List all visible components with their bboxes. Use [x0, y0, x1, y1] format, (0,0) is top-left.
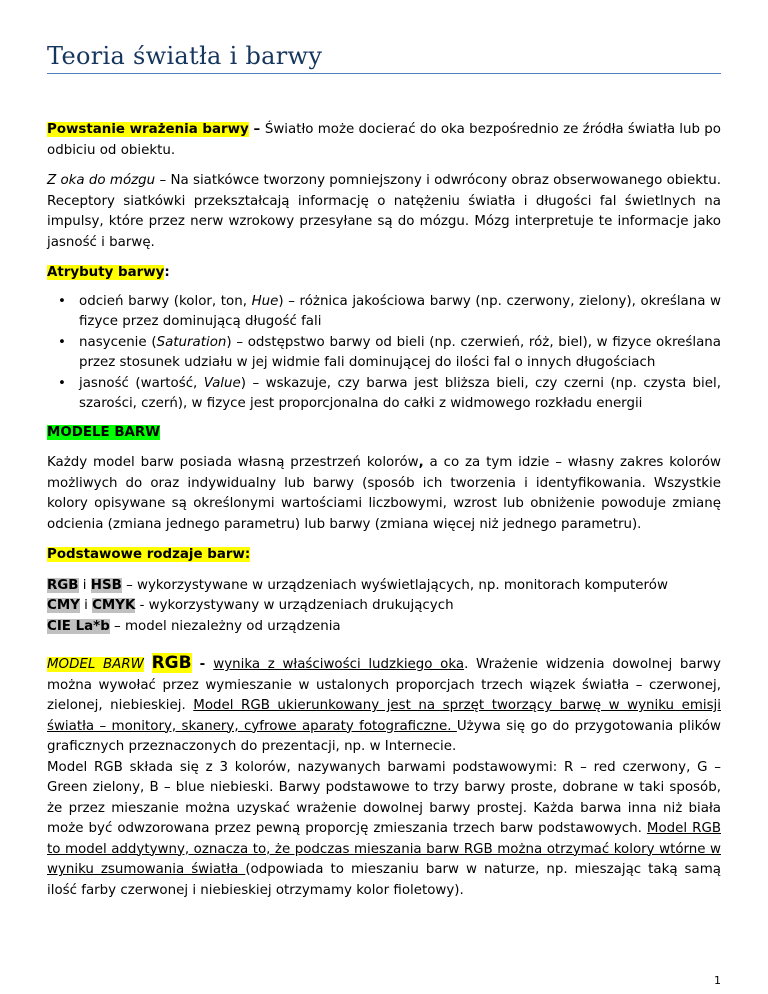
document-body: [47, 120, 721, 901]
term-rgb: RGB: [151, 653, 192, 673]
bullet-icon: •: [58, 375, 66, 391]
list-item: • nasycenie (Saturation) – odstępstwo barwy od bieli (np. czerwień, róż, biel), w fizyce określana przez stosunek udziału w jej widmie fali dominującej do ilości fal o innych długościach: [58, 334, 721, 370]
page-number: 1: [714, 974, 721, 987]
title-underline: [47, 73, 721, 74]
paragraph-color-perception: Powstanie wrażenia barwy – Światło może docierać do oka bezpośrednio ze źródła światła lub po odbiciu od obiektu.: [47, 122, 721, 158]
list-item: RGB i HSB – wykorzystywane w urządzeniach wyświetlających, np. monitorach komputerów: [47, 577, 668, 593]
bullet-icon: •: [58, 334, 66, 350]
list-item: • odcień barwy (kolor, ton, Hue) – różnica jakościowa barwy (np. czerwony, zielony), określana w fizyce przez dominującą długość fali: [58, 293, 722, 329]
list-item: CIE La*b – model niezależny od urządzenia: [47, 618, 341, 634]
attributes-list: [47, 292, 721, 415]
list-item: • jasność (wartość, Value) – wskazuje, czy barwa jest bliższa bieli, czy czerni (np. czysta biel, szarości, czerń), w fizyce jest proporcjonalna do całki z widmowego rozkładu energii: [58, 375, 721, 411]
heading-attributes: Atrybuty barwy:: [47, 265, 170, 280]
list-item: CMY i CMYK - wykorzystywany w urządzeniach drukujących: [47, 598, 454, 613]
term-model-barw: MODEL BARW: [47, 657, 144, 672]
term-eye-to-brain: Z oka do mózgu: [47, 173, 156, 188]
heading-basic-types: Podstawowe rodzaje barw:: [47, 547, 251, 562]
paragraph-color-models: Każdy model barw posiada własną przestrzeń kolorów, a co za tym idzie – własny zakres kolorów możliwych do oraz indywidualny lub barwy (sposób ich tworzenia i identyfikowania. Wszystkie kolory opisywane są określonymi wartościami liczbowymi, wzrost lub obniżenie powoduje zmianę odcienia (zmiana jednego parametru) lub barwy (zmiana więcej niż jednego parametru).: [47, 455, 721, 532]
paragraph-rgb-model: MODEL BARW RGB - wynika z właściwości ludzkiego oka. Wrażenie widzenia dowolnej barwy można wywołać przez wymieszanie w ustalonych proporcjach trzech wiązek światła – czerwonej, zielonej, niebieskiej. Model RGB ukierunkowany jest na sprzęt tworzący barwę w wyniku emisji światła – monitory, skanery, cyfrowe aparaty fotograficzne. Używa się go do przygotowania plików graficznych przeznaczonych do prezentacji, np. w Internecie.: [47, 653, 721, 754]
paragraph-eye-to-brain: Z oka do mózgu – Na siatkówce tworzony pomniejszony i odwrócony obraz obserwowanego obiektu. Receptory siatkówki przekształcają informację o natężeniu światła i długości fal świetlnych na impulsy, które przez nerw wzrokowy przesyłane są do mózgu. Mózg interpretuje te informacje jako jasność i barwę.: [47, 173, 721, 250]
basic-types-list: [47, 576, 721, 638]
paragraph-rgb-components: Model RGB składa się z 3 kolorów, nazywanych barwami podstawowymi: R – red czerwony, G – Green zielony, B – blue niebieski. Barwy podstawowe to trzy barwy proste, dobrane w taki sposób, że przez mieszanie można uzyskać wrażenie dowolnej barwy prostej. Każda barwa inna niż biała może być odwzorowana przez pewną proporcję zmieszania trzech barw podstawowych. Model RGB to model addytywny, oznacza to, że podczas mieszania barw RGB można otrzymać kolory wtórne w wyniku zsumowania światła (odpowiada to mieszaniu barw w naturze, np. mieszając taką samą ilość farby czerwonej i niebieskiej otrzymamy kolor fioletowy).: [47, 759, 722, 898]
bullet-icon: •: [58, 293, 66, 309]
page-title: Teoria światła i barwy: [47, 42, 323, 70]
term-color-perception: Powstanie wrażenia barwy: [47, 122, 249, 137]
heading-color-models: MODELE BARW: [47, 424, 160, 440]
